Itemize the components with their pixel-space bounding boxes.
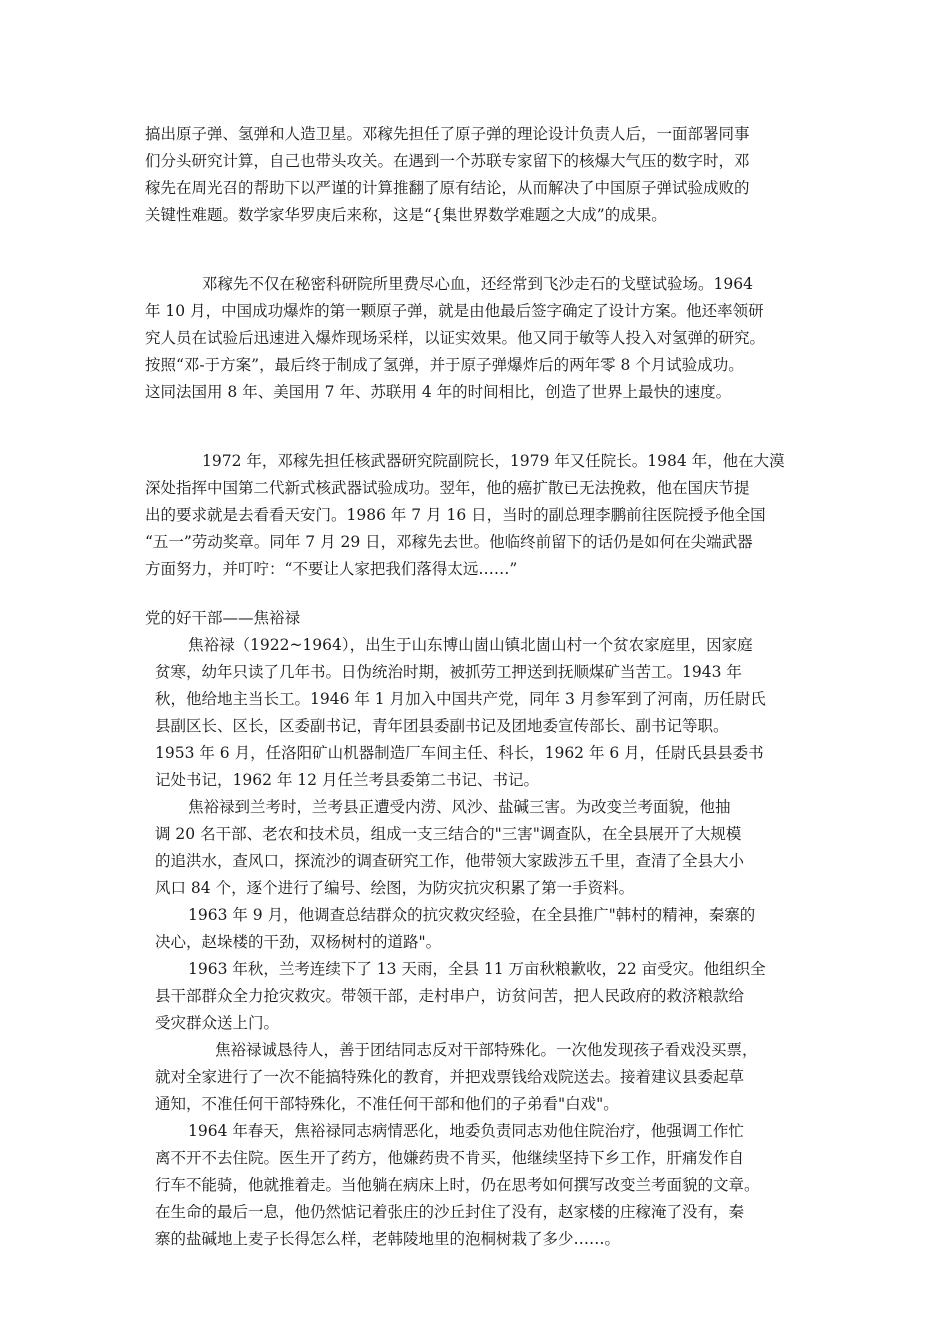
paragraph-line: 行车不能骑，他就推着走。当他躺在病床上时，仍在思考如何撰写改变兰考面貌的文章。 [155, 1176, 760, 1194]
paragraph-line: 1963 年秋，兰考连续下了 13 天雨，全县 11 万亩秋粮歉收，22 亩受灾。他组织全 [188, 960, 766, 978]
paragraph-line: 焦裕禄诚恳待人，善于团结同志反对干部特殊化。一次他发现孩子看戏没买票， [215, 1041, 758, 1059]
paragraph-line: 这同法国用 8 年、美国用 7 年、苏联用 4 年的时间相比，创造了世界上最快的速度。 [145, 383, 732, 401]
paragraph-line: 年 10 月，中国成功爆炸的第一颗原子弹，就是由他最后签字确定了设计方案。他还率领研 [145, 302, 764, 320]
paragraph-line: 的追洪水，查风口，探流沙的调查研究工作，他带领大家跋涉五千里，查清了全县大小 [155, 852, 745, 870]
paragraph-line: 按照“邓-于方案”，最后终于制成了氢弹，并于原子弹爆炸后的两年零 8 个月试验成功。 [145, 356, 744, 374]
paragraph-line: 秋，他给地主当长工。1946 年 1 月加入中国共产党，同年 3 月参军到了河南，历任尉氏 [155, 690, 766, 708]
paragraph-line: 通知，不准任何干部特殊化，不准任何干部和他们的子弟看"白戏"。 [155, 1095, 619, 1113]
paragraph-line: 记处书记，1962 年 12 月任兰考县委第二书记、书记。 [155, 771, 539, 789]
paragraph-line: 深处指挥中国第二代新式核武器试验成功。翌年，他的癌扩散已无法挽救，他在国庆节提 [145, 479, 750, 497]
paragraph-line: 在生命的最后一息，他仍然惦记着张庄的沙丘封住了没有，赵家楼的庄稼淹了没有，秦 [155, 1203, 745, 1221]
paragraph-line: 风口 84 个，逐个进行了编号、绘图，为防灾抗灾积累了第一手资料。 [155, 879, 635, 897]
paragraph-line: 邓稼先不仅在秘密科研院所里费尽心血，还经常到飞沙走石的戈壁试验场。1964 [202, 275, 753, 293]
paragraph-line: 出的要求就是去看看天安门。1986 年 7 月 16 日，当时的副总理李鹏前往医院授予他全国 [145, 506, 766, 524]
paragraph-line: “五一”劳动奖章。同年 7 月 29 日，邓稼先去世。他临终前留下的话仍是如何在尖端武器 [145, 533, 753, 551]
paragraph-line: 焦裕禄（1922~1964），出生于山东博山崮山镇北崮山村一个贫农家庭里，因家庭 [188, 636, 753, 654]
paragraph-line: 就对全家进行了一次不能搞特殊化的教育，并把戏票钱给戏院送去。接着建议县委起草 [155, 1068, 745, 1086]
paragraph-line: 调 20 名干部、老农和技术员，组成一支三结合的"三害"调查队，在全县展开了大规模 [155, 825, 742, 843]
paragraph-line: 焦裕禄到兰考时，兰考县正遭受内涝、风沙、盐碱三害。为改变兰考面貌，他抽 [188, 798, 731, 816]
paragraph-line: 关键性难题。数学家华罗庚后来称，这是“{集世界数学难题之大成”的成果。 [145, 206, 667, 224]
paragraph-line: 们分头研究计算，自己也带头攻关。在遇到一个苏联专家留下的核爆大气压的数字时，邓 [145, 152, 750, 170]
paragraph-line: 离不开不去住院。医生开了药方，他嫌药贵不肯买，他继续坚持下乡工作，肝痛发作自 [155, 1149, 745, 1167]
paragraph-line: 方面努力，并叮咛：“不要让人家把我们落得太远……” [145, 560, 518, 578]
paragraph-line: 稼先在周光召的帮助下以严谨的计算推翻了原有结论，从而解决了中国原子弹试验成败的 [145, 179, 750, 197]
paragraph-line: 究人员在试验后迅速进入爆炸现场采样，以证实效果。他又同于敏等人投入对氢弹的研究。 [145, 329, 766, 347]
paragraph-line: 寨的盐碱地上麦子长得怎么样，老韩陵地里的泡桐树栽了多少……。 [155, 1230, 621, 1248]
paragraph-line: 1963 年 9 月，他调查总结群众的抗灾救灾经验，在全县推广"韩村的精神，秦寨的 [188, 906, 756, 924]
paragraph-line: 县副区长、区长，区委副书记，青年团县委副书记及团地委宣传部长、副书记等职。 [155, 717, 729, 735]
paragraph-line: 1972 年，邓稼先担任核武器研究院副院长，1979 年又任院长。1984 年，他在大漠 [202, 452, 785, 470]
paragraph-line: 贫寒，幼年只读了几年书。日伪统治时期，被抓劳工押送到抚顺煤矿当苦工。1943 年 [155, 663, 742, 681]
paragraph-line: 搞出原子弹、氢弹和人造卫星。邓稼先担任了原子弹的理论设计负责人后，一面部署同事 [145, 125, 750, 143]
paragraph-line: 决心，赵垛楼的干劲，双杨树村的道路"。 [155, 933, 442, 951]
paragraph-line: 受灾群众送上门。 [155, 1014, 280, 1032]
section-heading: 党的好干部——焦裕禄 [145, 609, 301, 627]
paragraph-line: 1964 年春天，焦裕禄同志病情恶化，地委负责同志劝他住院治疗，他强调工作忙 [188, 1122, 744, 1140]
paragraph-line: 县干部群众全力抢灾救灾。带领干部，走村串户，访贫问苦，把人民政府的救济粮款给 [155, 987, 745, 1005]
paragraph-line: 1953 年 6 月，任洛阳矿山机器制造厂车间主任、科长，1962 年 6 月，任尉氏县县委书 [155, 744, 764, 762]
